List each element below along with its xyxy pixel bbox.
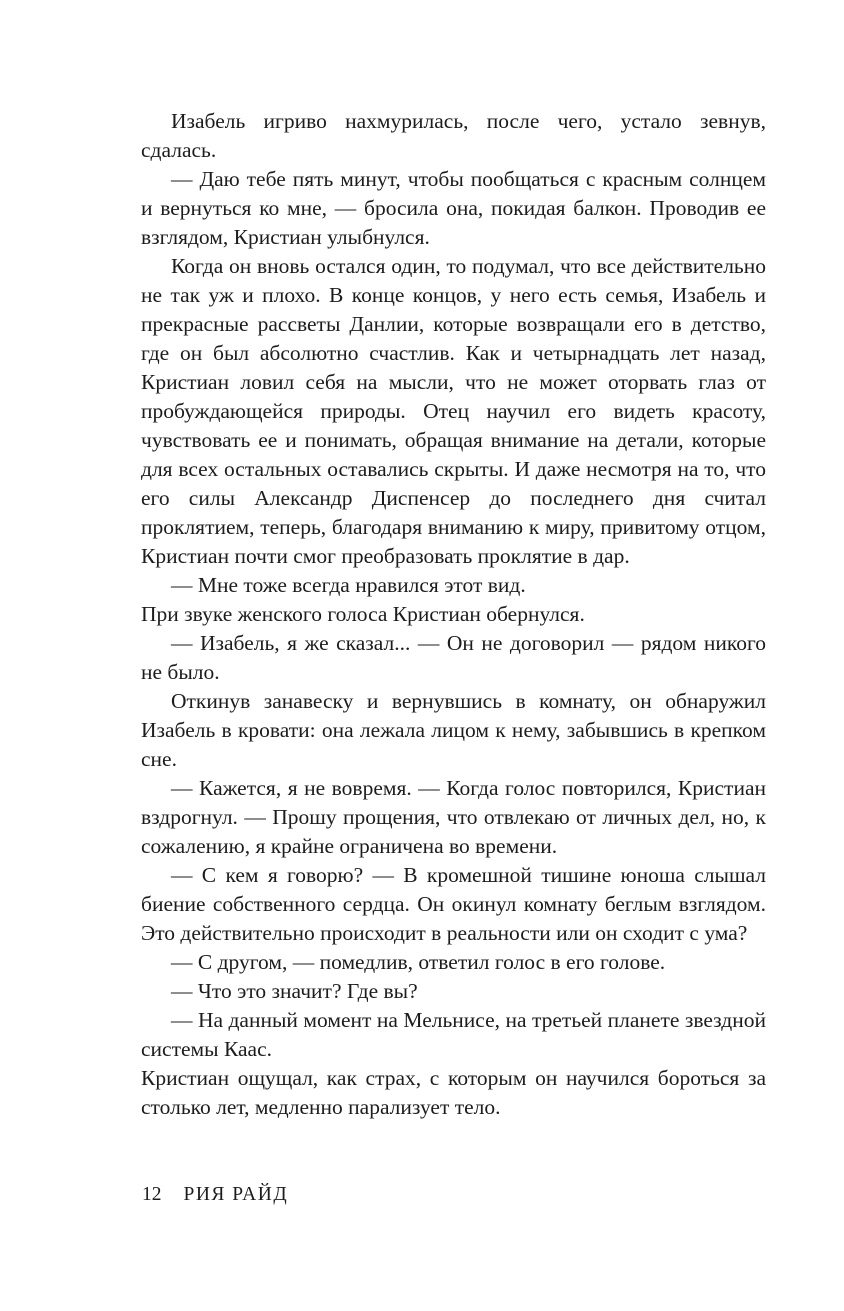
paragraph: При звуке женского голоса Кристиан обернулся.	[141, 602, 585, 626]
paragraph: Откинув занавеску и вернувшись в комнату, он обнаружил Изабель в кровати: она лежала лицом к нему, забывшись в крепком сне.	[141, 689, 766, 771]
author-name: РИЯ РАЙД	[183, 1184, 289, 1205]
page-text	[141, 107, 766, 1122]
paragraph: — На данный момент на Мельнисе, на третьей планете звездной системы Каас.	[141, 1008, 766, 1061]
paragraph: Изабель игриво нахмурилась, после чего, устало зевнув, сдалась.	[141, 109, 766, 162]
paragraph: — С кем я говорю? — В кромешной тишине юноша слышал биение собственного сердца. Он окинул комнату беглым взглядом. Это действительно происходит в реальности или он сходит с ума?	[141, 863, 766, 945]
paragraph: Кристиан ощущал, как страх, с которым он научился бороться за столько лет, медленно парализует тело.	[141, 1066, 766, 1119]
paragraph: — Кажется, я не вовремя. — Когда голос повторился, Кристиан вздрогнул. — Прошу прощения, что отвлекаю от личных дел, но, к сожалению, я крайне ограничена во времени.	[141, 776, 766, 858]
paragraph: — С другом, — помедлив, ответил голос в его голове.	[171, 950, 666, 974]
paragraph: — Даю тебе пять минут, чтобы пообщаться с красным солнцем и вернуться ко мне, — бросила она, покидая балкон. Проводив ее взглядом, Кристиан улыбнулся.	[141, 167, 766, 249]
page-footer	[142, 1183, 288, 1207]
page-number: 12	[142, 1184, 162, 1205]
paragraph: — Мне тоже всегда нравился этот вид.	[171, 573, 526, 597]
paragraph: — Что это значит? Где вы?	[171, 979, 418, 1003]
paragraph: — Изабель, я же сказал... — Он не договорил — рядом никого не было.	[141, 631, 766, 684]
paragraph: Когда он вновь остался один, то подумал, что все действительно не так уж и плохо. В конце концов, у него есть семья, Изабель и прекрасные рассветы Данлии, которые возвращали его в детство, где он был абсолютно счастлив. Как и четырнадцать лет назад, Кристиан ловил себя на мысли, что не может оторвать глаз от пробуждающейся природы. Отец научил его видеть красоту, чувствовать ее и понимать, обращая внимание на детали, которые для всех остальных оставались скрыты. И даже несмотря на то, что его силы Александр Диспенсер до последнего дня считал проклятием, теперь, благодаря вниманию к миру, привитому отцом, Кристиан почти смог преобразовать проклятие в дар.	[141, 254, 766, 568]
